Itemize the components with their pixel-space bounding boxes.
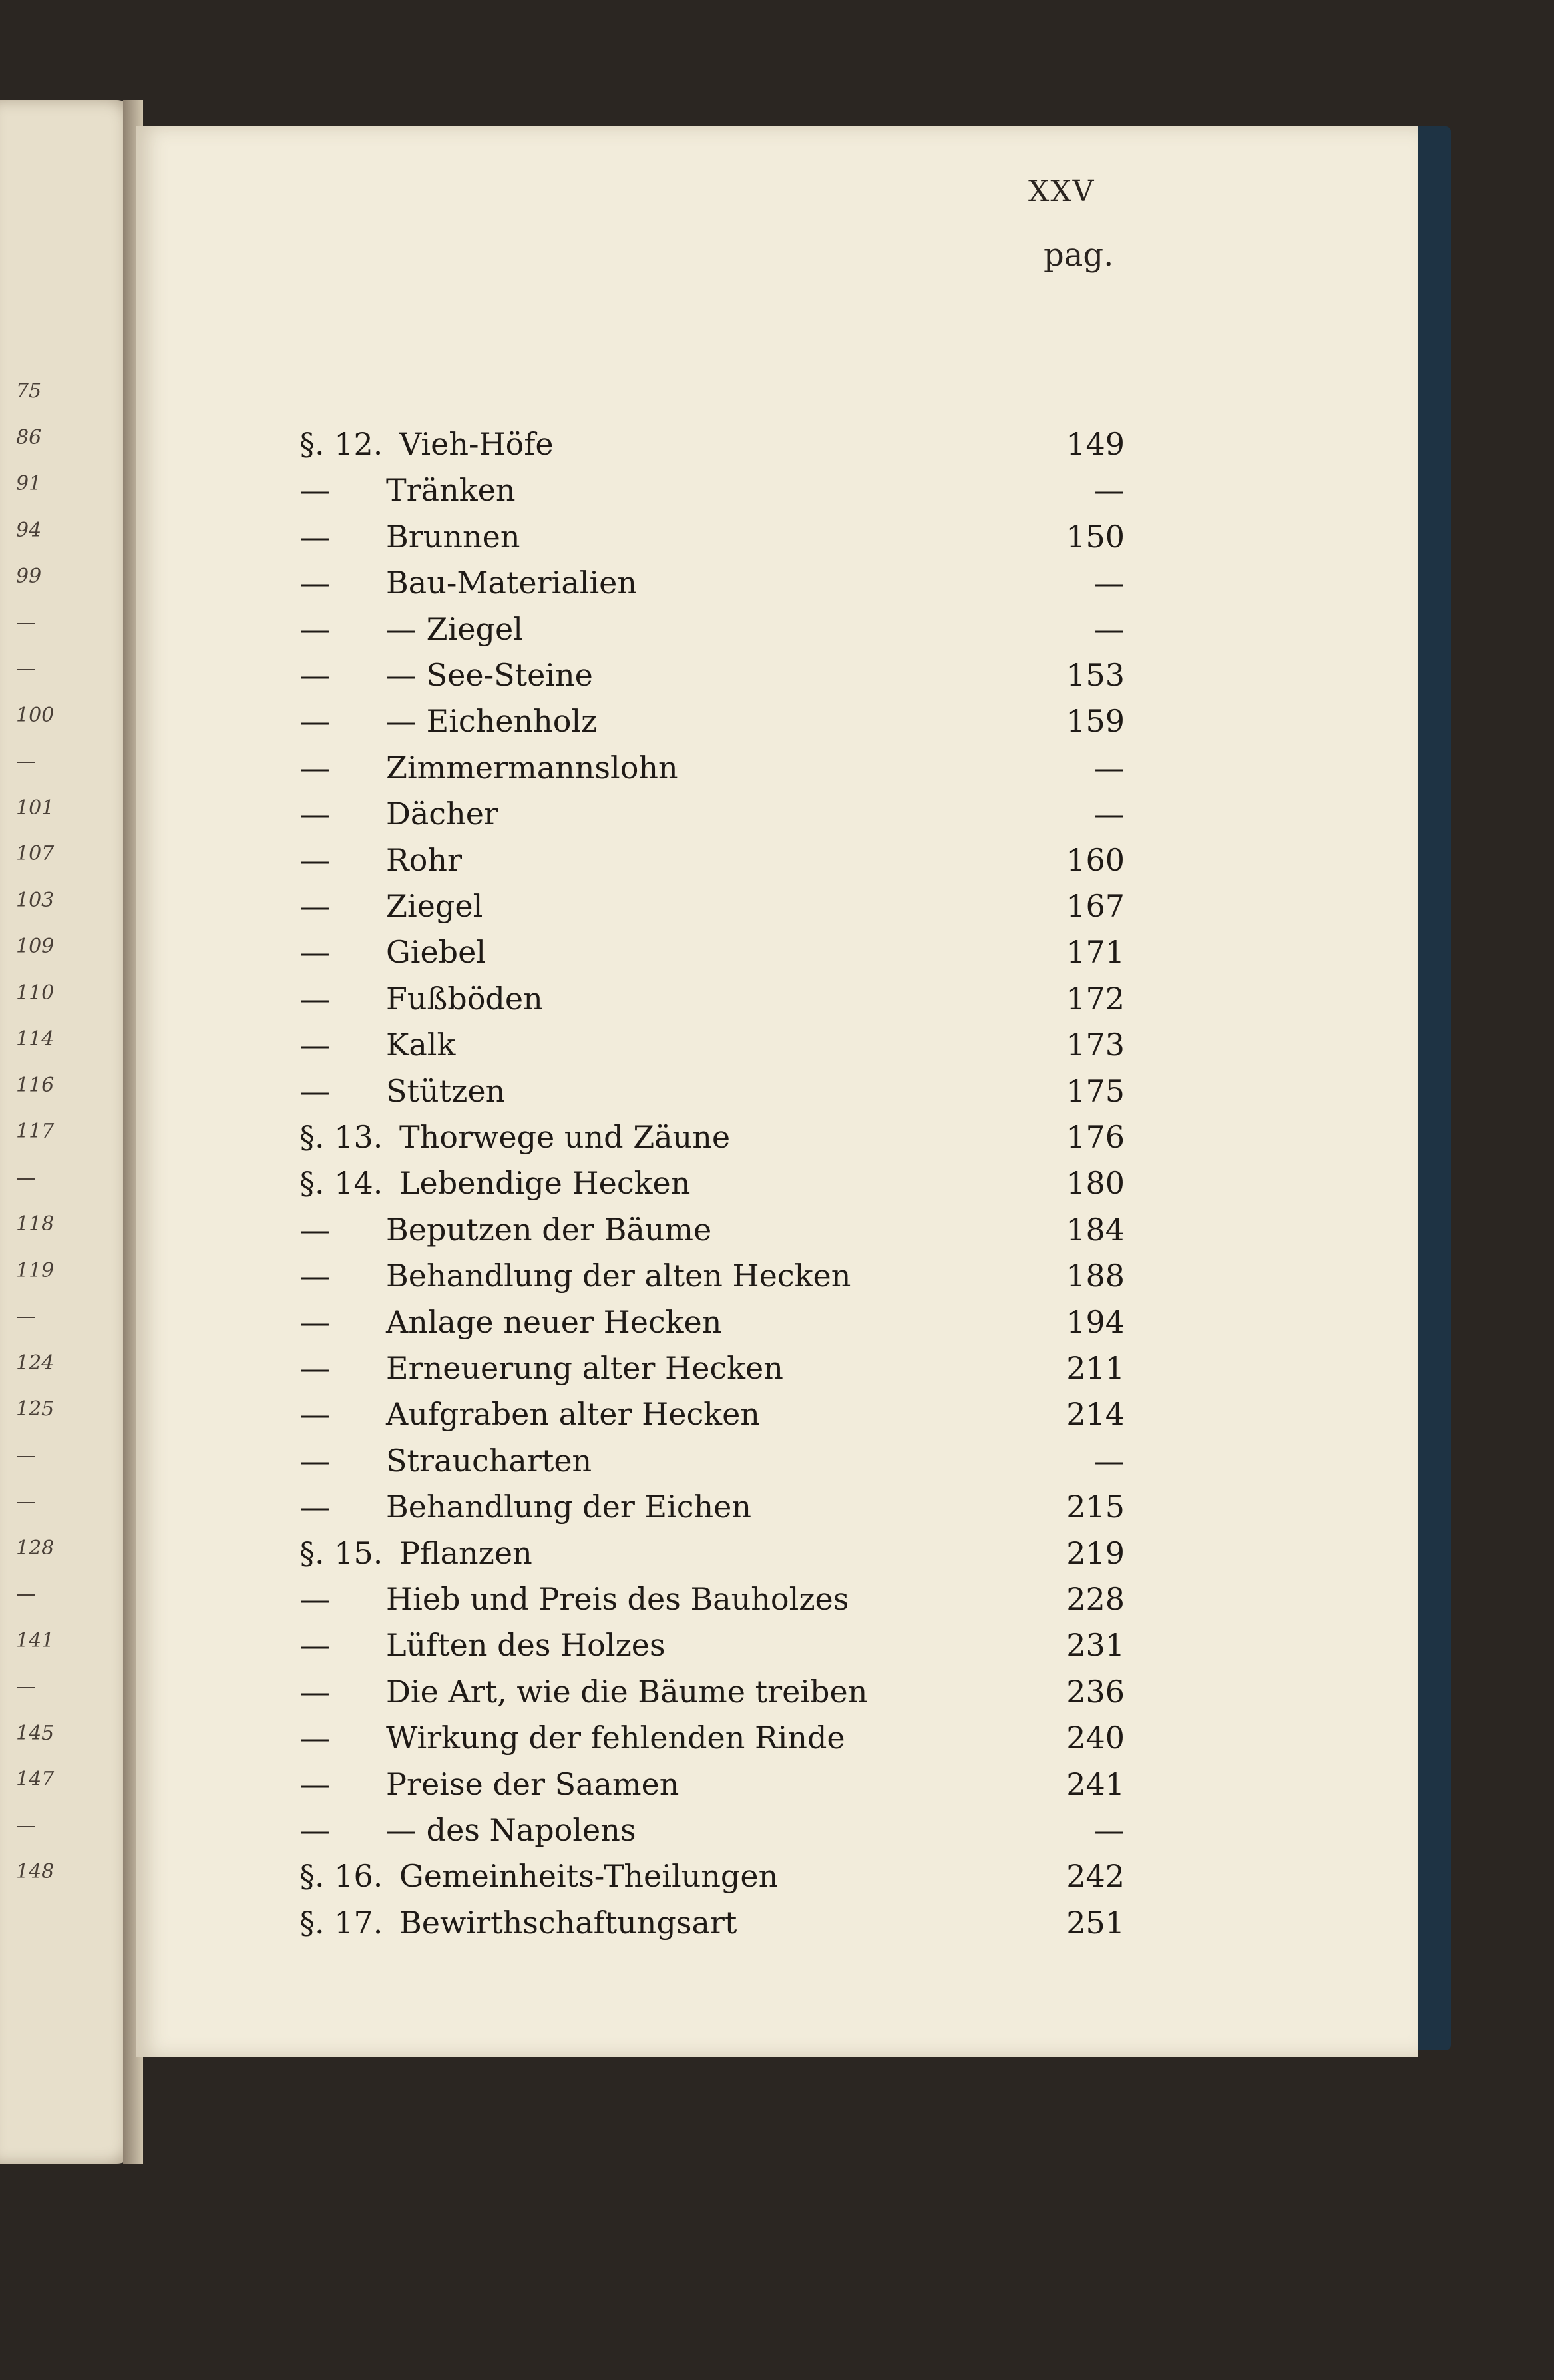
toc-section-marker: — [299, 472, 330, 509]
toc-entry-title: Behandlung der Eichen [386, 1489, 751, 1525]
page-number: XXV [1028, 174, 1095, 208]
toc-entry-title: Die Art, wie die Bäume treiben [386, 1673, 868, 1710]
toc-entry-page: 219 [1066, 1535, 1125, 1571]
toc-entry-page: 159 [1066, 703, 1125, 740]
toc-entry [299, 1489, 1125, 1534]
left-margin-number: 128 [16, 1536, 55, 1560]
toc-entry [299, 426, 1125, 471]
toc-entry [299, 611, 1125, 656]
toc-entry-page: 194 [1066, 1304, 1125, 1340]
left-margin-number: 107 [16, 842, 55, 865]
toc-section-marker: — [299, 610, 330, 647]
toc-entry-title: Vieh-Höfe [399, 426, 554, 462]
left-margin-number: — [16, 657, 36, 680]
toc-entry-page: 167 [1066, 888, 1125, 924]
toc-entry-page: 215 [1066, 1489, 1125, 1525]
toc-section-marker: — [299, 934, 330, 971]
left-margin-number: 100 [16, 703, 55, 727]
toc-section-marker: — [299, 1027, 330, 1063]
toc-section-marker: — [299, 1581, 330, 1617]
toc-section-marker: — [299, 1720, 330, 1756]
toc-section-marker: — [299, 980, 330, 1017]
toc-section-marker: §. 17. [299, 1904, 383, 1941]
toc-entry-title: Hieb und Preis des Bauholzes [386, 1581, 849, 1617]
toc-section-marker: — [299, 1258, 330, 1294]
left-margin-number: 141 [16, 1628, 55, 1652]
toc-entry-page: — [1094, 1442, 1125, 1479]
toc-entry-page: — [1094, 796, 1125, 832]
left-margin-number: 110 [16, 981, 55, 1005]
toc-entry-title: Fußböden [386, 980, 543, 1017]
toc-entry-title: Anlage neuer Hecken [386, 1304, 722, 1340]
toc-entry-page: 160 [1066, 841, 1125, 878]
toc-entry-page: 241 [1066, 1766, 1125, 1802]
toc-entry [299, 1443, 1125, 1488]
left-margin-number: — [16, 1166, 36, 1190]
toc-entry-page: 240 [1066, 1720, 1125, 1756]
toc-section-marker: — [299, 1627, 330, 1664]
left-margin-number: 124 [16, 1351, 55, 1375]
left-margin-number: 101 [16, 796, 55, 820]
toc-entry [299, 1627, 1125, 1672]
toc-entry-page: 231 [1066, 1627, 1125, 1664]
toc-entry-page: — [1094, 1812, 1125, 1848]
toc-section-marker: — [299, 749, 330, 786]
toc-entry [299, 1304, 1125, 1349]
toc-entry-title: Thorwege und Zäune [399, 1119, 731, 1155]
toc-section-marker: — [299, 657, 330, 693]
toc-section-marker: — [299, 1211, 330, 1248]
toc-entry-title: Giebel [386, 934, 486, 971]
toc-entry-page: 149 [1066, 426, 1125, 462]
left-margin-number: — [16, 1675, 36, 1698]
left-margin-number: — [16, 750, 36, 773]
toc-entry-title: — des Napolens [386, 1812, 636, 1848]
toc-entry-title: Kalk [386, 1027, 456, 1063]
toc-entry-title: Gemeinheits-Theilungen [399, 1858, 779, 1895]
toc-section-marker: — [299, 1766, 330, 1802]
toc-entry-page: 180 [1066, 1165, 1125, 1202]
toc-entry-title: Preise der Saamen [386, 1766, 680, 1802]
left-margin-number: — [16, 1813, 36, 1837]
toc-entry-page: — [1094, 565, 1125, 601]
toc-entry [299, 842, 1125, 887]
toc-entry [299, 1674, 1125, 1719]
toc-entry [299, 1073, 1125, 1118]
toc-entry-title: Pflanzen [399, 1535, 532, 1571]
toc-entry [299, 1165, 1125, 1210]
toc-entry-page: 184 [1066, 1211, 1125, 1248]
toc-entry-title: Aufgraben alter Hecken [386, 1396, 760, 1433]
toc-entry-page: 153 [1066, 657, 1125, 693]
toc-entry-page: 211 [1066, 1350, 1125, 1386]
toc-entry-title: — Eichenholz [386, 703, 598, 740]
toc-entry-page: — [1094, 610, 1125, 647]
toc-entry [299, 1858, 1125, 1903]
toc-entry-title: Behandlung der alten Hecken [386, 1258, 851, 1294]
left-margin-number: 86 [16, 425, 42, 449]
toc-entry-page: 172 [1066, 980, 1125, 1017]
toc-entry-title: Straucharten [386, 1442, 592, 1479]
toc-entry [299, 1581, 1125, 1626]
toc-section-marker: §. 16. [299, 1858, 383, 1895]
toc-entry-title: Bau-Materialien [386, 565, 638, 601]
toc-section-marker: — [299, 518, 330, 555]
toc-entry-title: Erneuerung alter Hecken [386, 1350, 783, 1386]
toc-entry [299, 981, 1125, 1026]
toc-entry [299, 796, 1125, 841]
toc-entry [299, 1720, 1125, 1765]
toc-section-marker: — [299, 841, 330, 878]
left-margin-number: 94 [16, 518, 42, 542]
left-margin-number: 114 [16, 1027, 55, 1051]
toc-entry-title: Ziegel [386, 888, 483, 924]
toc-section-marker: §. 15. [299, 1535, 383, 1571]
left-margin-number: 147 [16, 1768, 55, 1791]
toc-entry [299, 1119, 1125, 1164]
toc-entry [299, 934, 1125, 979]
toc-entry-page: 214 [1066, 1396, 1125, 1433]
toc-entry [299, 1396, 1125, 1441]
toc-entry-title: Lebendige Hecken [399, 1165, 691, 1202]
toc-entry-page: 176 [1066, 1119, 1125, 1155]
toc-section-marker: — [299, 1350, 330, 1386]
toc-entry-title: Rohr [386, 841, 462, 878]
toc-entry [299, 1212, 1125, 1257]
left-margin-number: — [16, 610, 36, 634]
toc-section-marker: §. 12. [299, 426, 383, 462]
left-margin-number: 91 [16, 472, 42, 495]
toc-entry-title: Dächer [386, 796, 498, 832]
toc-section-marker: — [299, 565, 330, 601]
toc-entry-title: — See-Steine [386, 657, 593, 693]
toc-entry [299, 1905, 1125, 1950]
toc-section-marker: — [299, 796, 330, 832]
toc-entry-title: Brunnen [386, 518, 520, 555]
toc-entry [299, 519, 1125, 564]
toc-entry-page: 150 [1066, 518, 1125, 555]
toc-section-marker: — [299, 1812, 330, 1848]
toc-entry-title: Wirkung der fehlenden Rinde [386, 1720, 845, 1756]
toc-entry [299, 1350, 1125, 1395]
toc-entry [299, 472, 1125, 517]
toc-entry [299, 1766, 1125, 1811]
toc-entry [299, 750, 1125, 795]
toc-section-marker: — [299, 888, 330, 924]
toc-entry-page: 188 [1066, 1258, 1125, 1294]
toc-entry-page: 171 [1066, 934, 1125, 971]
left-margin-number: 109 [16, 935, 55, 958]
toc-entry-page: 251 [1066, 1904, 1125, 1941]
toc-section-marker: — [299, 1304, 330, 1340]
toc-section-marker: — [299, 1442, 330, 1479]
toc-entry-title: Tränken [386, 472, 516, 509]
left-page-margin-column [7, 379, 113, 2110]
toc-section-marker: — [299, 1489, 330, 1525]
toc-entry-title: — Ziegel [386, 610, 523, 647]
toc-entry-title: Stützen [386, 1072, 506, 1109]
left-margin-number: 75 [16, 379, 42, 403]
left-margin-number: — [16, 1305, 36, 1328]
toc-entry-title: Lüften des Holzes [386, 1627, 666, 1664]
toc-entry [299, 657, 1125, 702]
toc-entry-page: 236 [1066, 1673, 1125, 1710]
left-margin-number: 145 [16, 1721, 55, 1745]
toc-section-marker: — [299, 1673, 330, 1710]
left-margin-number: 148 [16, 1860, 55, 1883]
toc-entry-title: Beputzen der Bäume [386, 1211, 712, 1248]
left-margin-number: — [16, 1490, 36, 1513]
toc-entry-page: — [1094, 749, 1125, 786]
toc-entry-page: 242 [1066, 1858, 1125, 1895]
toc-section-marker: — [299, 1396, 330, 1433]
toc-section-marker: §. 14. [299, 1165, 383, 1202]
toc-entry [299, 703, 1125, 748]
toc-entry [299, 1258, 1125, 1303]
left-margin-number: 103 [16, 888, 55, 912]
toc-entry-title: Bewirthschaftungsart [399, 1904, 737, 1941]
toc-entry [299, 888, 1125, 933]
toc-entry [299, 1027, 1125, 1072]
left-margin-number: — [16, 1582, 36, 1606]
toc-entry-page: 175 [1066, 1072, 1125, 1109]
toc-entry-page: 228 [1066, 1581, 1125, 1617]
toc-entry [299, 565, 1125, 610]
left-margin-number: 117 [16, 1120, 55, 1143]
left-margin-number: — [16, 1443, 36, 1467]
left-margin-number: 99 [16, 565, 42, 588]
toc-entry [299, 1812, 1125, 1857]
left-margin-number: 118 [16, 1212, 55, 1236]
toc-section-marker: §. 13. [299, 1119, 383, 1155]
toc-section-marker: — [299, 1072, 330, 1109]
toc-entry-title: Zimmermannslohn [386, 749, 678, 786]
left-page [0, 100, 136, 2164]
toc-entry [299, 1535, 1125, 1580]
left-margin-number: 119 [16, 1258, 55, 1282]
left-margin-number: 125 [16, 1397, 55, 1421]
left-margin-number: 116 [16, 1073, 55, 1097]
page-column-header: pag. [1044, 236, 1114, 274]
toc-entry-page: 173 [1066, 1027, 1125, 1063]
toc-section-marker: — [299, 703, 330, 740]
toc-entry-page: — [1094, 472, 1125, 509]
